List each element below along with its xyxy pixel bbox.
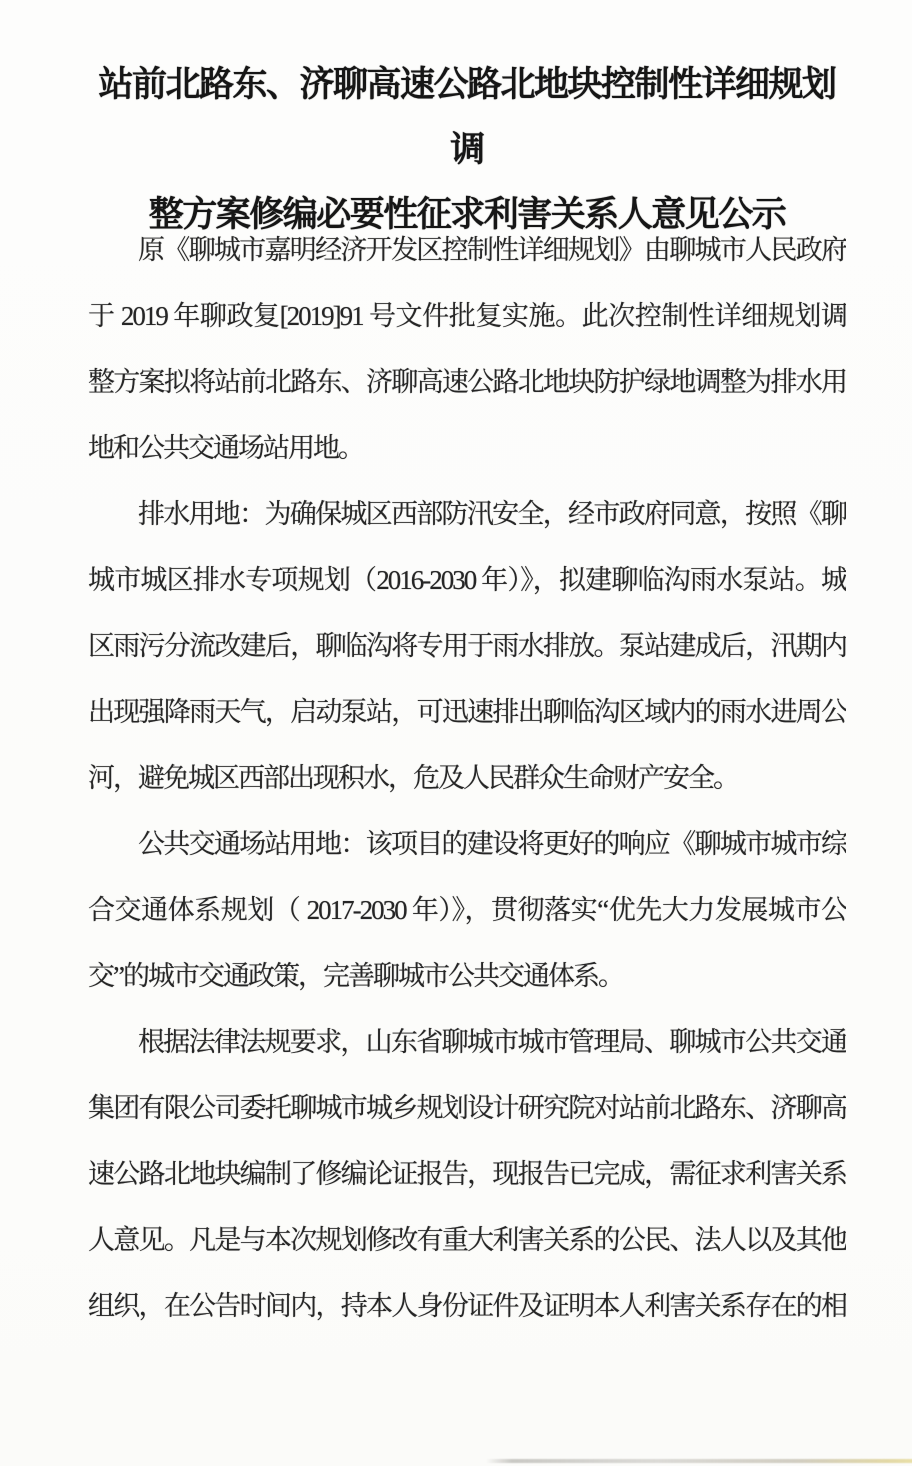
body-line: 速公路北地块编制了修编论证报告，现报告已完成，需征求利害关系 bbox=[88, 1159, 846, 1189]
body-line: 地和公共交通场站用地。 bbox=[88, 433, 363, 463]
body-line: 河，避免城区西部出现积水，危及人民群众生命财产安全。 bbox=[88, 763, 738, 793]
body-line: 城市城区排水专项规划（2016-2030 年）》，拟建聊临沟雨水泵站。城 bbox=[88, 565, 846, 595]
body-line: 集团有限公司委托聊城市城乡规划设计研究院对站前北路东、济聊高 bbox=[88, 1093, 846, 1123]
body-line: 交”的城市交通政策，完善聊城市公共交通体系。 bbox=[88, 961, 623, 991]
body-line: 组织，在公告时间内，持本人身份证件及证明本人利害关系存在的相 bbox=[88, 1291, 846, 1321]
scan-edge-artifact bbox=[486, 1459, 912, 1463]
document-title-line-1: 站前北路东、济聊高速公路北地块控制性详细规划调 bbox=[98, 65, 836, 169]
body-line: 区雨污分流改建后，聊临沟将专用于雨水排放。泵站建成后，汛期内 bbox=[88, 631, 846, 661]
body-line: 根据法律法规要求，山东省聊城市城市管理局、聊城市公共交通 bbox=[138, 1027, 846, 1057]
document-body bbox=[88, 217, 846, 1339]
body-line: 原《聊城市嘉明经济开发区控制性详细规划》由聊城市人民政府 bbox=[138, 235, 846, 265]
document-title-line-2: 整方案修编必要性征求利害关系人意见公示 bbox=[148, 195, 786, 234]
body-line: 于 2019 年聊政复[2019]91 号文件批复实施。此次控制性详细规划调 bbox=[88, 301, 846, 331]
body-line: 人意见。凡是与本次规划修改有重大利害关系的公民、法人以及其他 bbox=[88, 1225, 846, 1255]
body-line: 出现强降雨天气，启动泵站，可迅速排出聊临沟区域内的雨水进周公 bbox=[88, 697, 846, 727]
body-line: 排水用地：为确保城区西部防汛安全，经市政府同意，按照《聊 bbox=[138, 499, 846, 529]
body-line: 公共交通场站用地：该项目的建设将更好的响应《聊城市城市综 bbox=[138, 829, 846, 859]
body-line: 合交通体系规划（ 2017-2030 年）》，贯彻落实“优先大力发展城市公 bbox=[88, 895, 846, 925]
body-line: 整方案拟将站前北路东、济聊高速公路北地块防护绿地调整为排水用 bbox=[88, 367, 846, 397]
